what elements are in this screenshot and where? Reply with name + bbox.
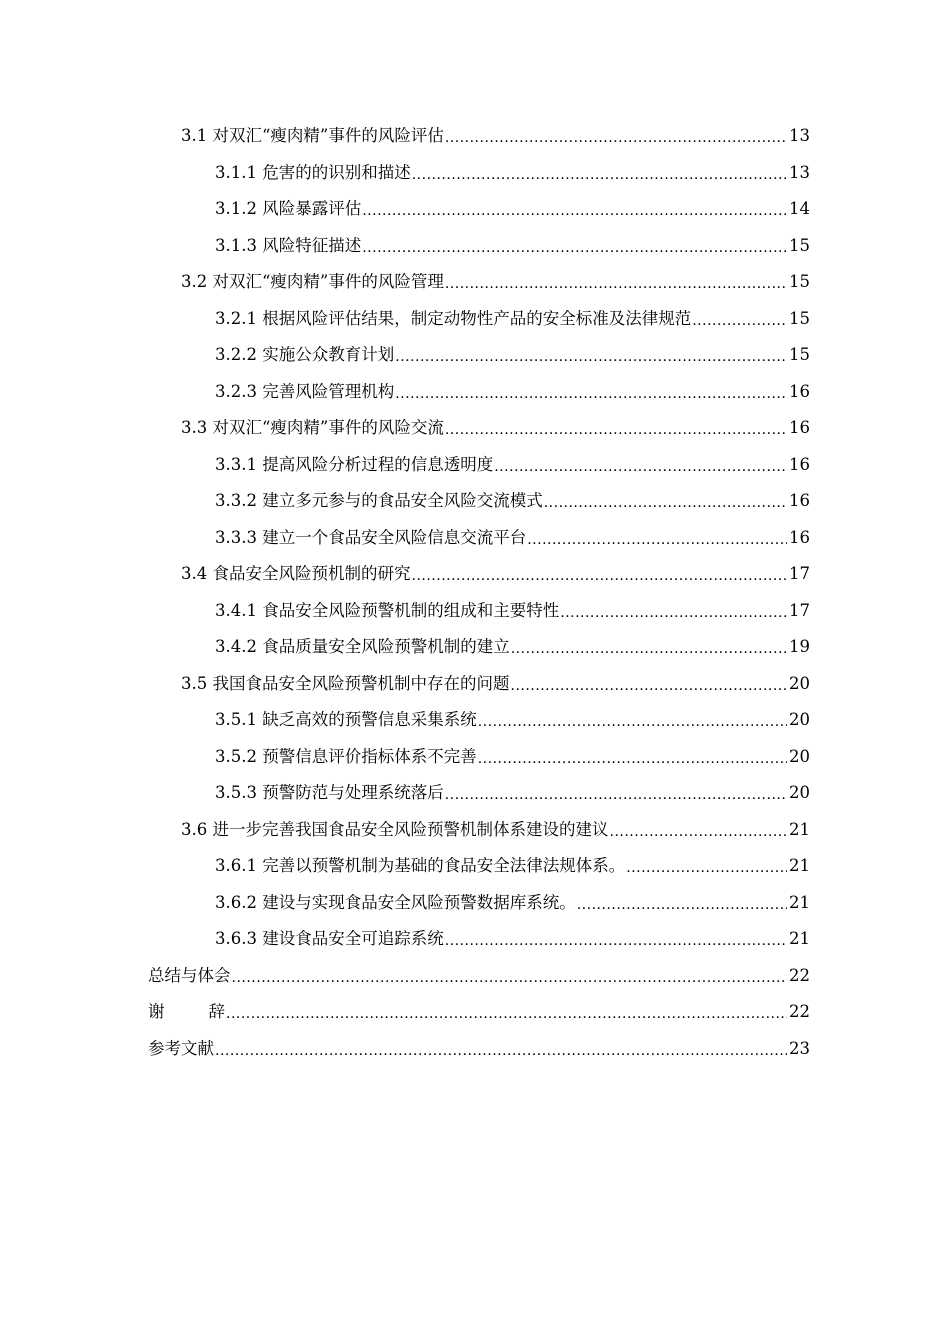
toc-dot-leader bbox=[445, 128, 787, 148]
toc-entry-3-1-3[interactable] bbox=[0, 228, 950, 265]
toc-entry-title: 3.4.1 食品安全风险预警机制的组成和主要特性 bbox=[215, 600, 560, 620]
toc-entry-3-1[interactable] bbox=[0, 118, 950, 155]
toc-dot-leader bbox=[412, 165, 787, 185]
toc-dot-leader bbox=[226, 1004, 787, 1024]
toc-entry-3-3-1[interactable] bbox=[0, 447, 950, 484]
toc-dot-leader bbox=[478, 712, 787, 732]
toc-entry-references[interactable] bbox=[0, 1031, 950, 1068]
toc-dot-leader bbox=[445, 785, 787, 805]
toc-entry-title: 3.6.1 完善以预警机制为基础的食品安全法律法规体系。 bbox=[215, 856, 626, 876]
toc-title-part: 辞 bbox=[208, 1002, 225, 1022]
toc-dot-leader bbox=[362, 238, 787, 258]
toc-page-number: 20 bbox=[789, 710, 810, 730]
toc-entry-3-5-2[interactable] bbox=[0, 739, 950, 776]
toc-page-number: 13 bbox=[789, 162, 810, 182]
toc-entry-title: 3.6.3 建设食品安全可追踪系统 bbox=[215, 929, 444, 949]
toc-page-number: 15 bbox=[789, 308, 810, 328]
toc-dot-leader bbox=[626, 858, 787, 878]
toc-entry-title: 3.2.1 根据风险评估结果，制定动物性产品的安全标准及法律规范 bbox=[215, 308, 692, 328]
toc-dot-leader bbox=[395, 384, 787, 404]
toc-dot-leader bbox=[560, 603, 787, 623]
toc-entry-title: 3.2.3 完善风险管理机构 bbox=[215, 381, 395, 401]
toc-page-number: 21 bbox=[789, 819, 810, 839]
toc-page-number: 20 bbox=[789, 783, 810, 803]
toc-page-number: 21 bbox=[789, 929, 810, 949]
toc-entry-3-1-1[interactable] bbox=[0, 155, 950, 192]
toc-entry-title: 3.2 对双汇“瘦肉精”事件的风险管理 bbox=[181, 272, 444, 292]
toc-dot-leader bbox=[445, 931, 787, 951]
toc-entry-3-6-3[interactable] bbox=[0, 921, 950, 958]
toc-entry-3-5-3[interactable] bbox=[0, 775, 950, 812]
toc-entry-3-6-2[interactable] bbox=[0, 885, 950, 922]
toc-entry-title: 3.5 我国食品安全风险预警机制中存在的问题 bbox=[181, 673, 510, 693]
toc-dot-leader bbox=[511, 639, 787, 659]
toc-page-number: 16 bbox=[789, 381, 810, 401]
toc-page-number: 20 bbox=[789, 673, 810, 693]
toc-entry-title: 3.5.3 预警防范与处理系统落后 bbox=[215, 783, 444, 803]
toc-entry-acknowledgements[interactable] bbox=[0, 994, 950, 1031]
toc-entry-title: 3.4 食品安全风险预机制的研究 bbox=[181, 564, 411, 584]
toc-page-number: 15 bbox=[789, 345, 810, 365]
toc-entry-title: 3.1.1 危害的的识别和描述 bbox=[215, 162, 411, 182]
toc-dot-leader bbox=[445, 274, 787, 294]
toc-page-number: 17 bbox=[789, 564, 810, 584]
toc-entry-title: 3.3.1 提高风险分析过程的信息透明度 bbox=[215, 454, 494, 474]
toc-dot-leader bbox=[478, 749, 787, 769]
toc-entry-3-6[interactable] bbox=[0, 812, 950, 849]
toc-dot-leader bbox=[395, 347, 787, 367]
toc-entry-title: 3.1 对双汇“瘦肉精”事件的风险评估 bbox=[181, 126, 444, 146]
toc-entry-title: 3.3 对双汇“瘦肉精”事件的风险交流 bbox=[181, 418, 444, 438]
toc-entry-title: 总结与体会 bbox=[148, 965, 231, 985]
toc-dot-leader bbox=[577, 895, 787, 915]
toc-page-number: 22 bbox=[789, 1002, 810, 1022]
toc-page-number: 23 bbox=[789, 1038, 810, 1058]
toc-page-number: 20 bbox=[789, 746, 810, 766]
toc-entry-title bbox=[148, 1002, 225, 1022]
toc-page-number: 16 bbox=[789, 454, 810, 474]
toc-page-number: 15 bbox=[789, 235, 810, 255]
toc-entry-3-4-2[interactable] bbox=[0, 629, 950, 666]
toc-title-part: 谢 bbox=[148, 1002, 165, 1022]
toc-entry-3-3-2[interactable] bbox=[0, 483, 950, 520]
toc-entry-title: 3.6 进一步完善我国食品安全风险预警机制体系建设的建议 bbox=[181, 819, 609, 839]
toc-page-number: 19 bbox=[789, 637, 810, 657]
toc-dot-leader bbox=[362, 201, 787, 221]
toc-page-number: 22 bbox=[789, 965, 810, 985]
toc-entry-title: 3.5.2 预警信息评价指标体系不完善 bbox=[215, 746, 477, 766]
toc-entry-3-1-2[interactable] bbox=[0, 191, 950, 228]
toc-dot-leader bbox=[412, 566, 788, 586]
toc-entry-title: 3.3.3 建立一个食品安全风险信息交流平台 bbox=[215, 527, 527, 547]
toc-entry-title: 3.2.2 实施公众教育计划 bbox=[215, 345, 395, 365]
toc-entry-3-2[interactable] bbox=[0, 264, 950, 301]
toc-entry-summary[interactable] bbox=[0, 958, 950, 995]
toc-dot-leader bbox=[511, 676, 788, 696]
toc-entry-title: 3.4.2 食品质量安全风险预警机制的建立 bbox=[215, 637, 510, 657]
toc-dot-leader bbox=[692, 311, 787, 331]
table-of-contents bbox=[0, 118, 950, 1067]
toc-page-number: 15 bbox=[789, 272, 810, 292]
toc-entry-3-2-1[interactable] bbox=[0, 301, 950, 338]
toc-entry-title: 3.6.2 建设与实现食品安全风险预警数据库系统。 bbox=[215, 892, 576, 912]
toc-dot-leader bbox=[610, 822, 788, 842]
toc-entry-title: 3.5.1 缺乏高效的预警信息采集系统 bbox=[215, 710, 477, 730]
toc-entry-title: 3.1.3 风险特征描述 bbox=[215, 235, 362, 255]
toc-page-number: 21 bbox=[789, 856, 810, 876]
toc-entry-3-5[interactable] bbox=[0, 666, 950, 703]
toc-entry-3-6-1[interactable] bbox=[0, 848, 950, 885]
toc-page-number: 21 bbox=[789, 892, 810, 912]
toc-entry-3-3[interactable] bbox=[0, 410, 950, 447]
toc-page-number: 13 bbox=[789, 126, 810, 146]
toc-entry-3-3-3[interactable] bbox=[0, 520, 950, 557]
toc-dot-leader bbox=[215, 1041, 787, 1061]
toc-page-number: 16 bbox=[789, 527, 810, 547]
toc-dot-leader bbox=[544, 493, 787, 513]
toc-entry-title: 3.1.2 风险暴露评估 bbox=[215, 199, 362, 219]
toc-dot-leader bbox=[445, 420, 787, 440]
toc-page-number: 16 bbox=[789, 491, 810, 511]
toc-page-number: 14 bbox=[789, 199, 810, 219]
toc-entry-3-4[interactable] bbox=[0, 556, 950, 593]
toc-entry-title: 3.3.2 建立多元参与的食品安全风险交流模式 bbox=[215, 491, 543, 511]
toc-dot-leader bbox=[494, 457, 787, 477]
toc-page-number: 16 bbox=[789, 418, 810, 438]
toc-entry-title: 参考文献 bbox=[148, 1038, 214, 1058]
toc-entry-3-5-1[interactable] bbox=[0, 702, 950, 739]
toc-entry-3-2-3[interactable] bbox=[0, 374, 950, 411]
toc-dot-leader bbox=[527, 530, 787, 550]
toc-entry-3-2-2[interactable] bbox=[0, 337, 950, 374]
toc-page-number: 17 bbox=[789, 600, 810, 620]
toc-dot-leader bbox=[232, 968, 788, 988]
toc-entry-3-4-1[interactable] bbox=[0, 593, 950, 630]
